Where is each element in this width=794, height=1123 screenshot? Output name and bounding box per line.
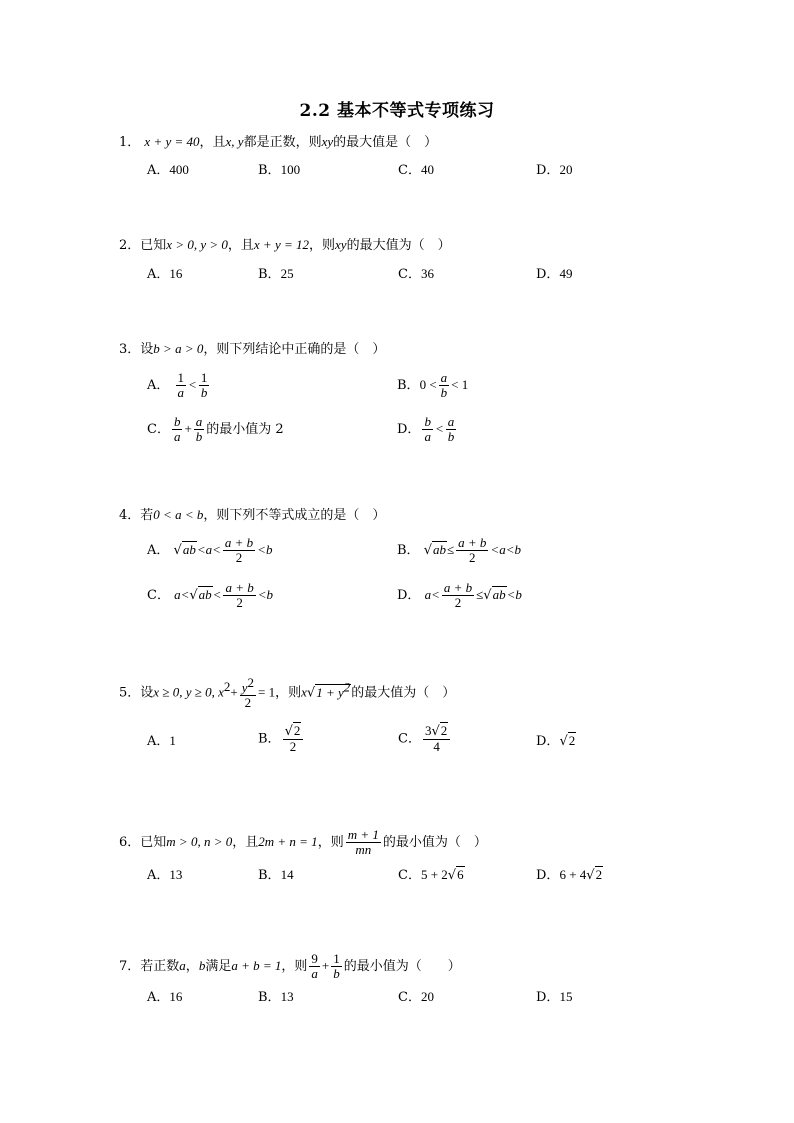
math-expr: x, y (225, 134, 244, 149)
option-d: D．49 (536, 266, 573, 282)
option-a: A．1 (147, 733, 176, 749)
option-c: C． $\frac{b}{a}$ + $\frac{a}{b}$ 的最小值为 2 (147, 414, 284, 444)
option-a: A． $\frac{1}{a}$ < $\frac{1}{b}$ (147, 370, 208, 400)
option-c: C．36 (398, 266, 434, 282)
stem-text: 的最大值是（ ） (333, 135, 438, 150)
option-d: D．√2 (536, 733, 576, 749)
question-number: 6． (119, 835, 141, 850)
option-d: D． a< $\frac{a + b}{2}$ ≤√ab<b (397, 580, 522, 610)
question-number: 2． (119, 238, 141, 253)
page-title: 2.2 基本不等式专项练习 (299, 101, 495, 121)
question-5: 5．设x ≥ 0, y ≥ 0, $x^2+$ $\frac{y^2}{2}$ = 1，则$x√1 + y^2$的最大值为（ ） (119, 675, 456, 710)
option-a: A．400 (147, 162, 189, 178)
question-4: 4．若0 < a < b，则下列不等式成立的是（ ） (119, 507, 386, 523)
math-expr: x + y = 40 (144, 134, 200, 149)
option-b: B． √ab≤ $\frac{a + b}{2}$ <a<b (397, 535, 521, 565)
question-2: 2．已知x > 0, y > 0，且x + y = 12，则xy的最大值为（ ） (119, 237, 451, 253)
question-number: 4． (119, 508, 141, 523)
option-c: C． a<√ab< $\frac{a + b}{2}$ <b (147, 580, 274, 610)
question-number: 1． (119, 135, 141, 150)
question-number: 5． (119, 685, 141, 701)
option-a: A．16 (147, 266, 183, 282)
option-b: B．14 (258, 867, 294, 883)
math-expr: xy (321, 134, 334, 149)
option-d: D．6 + 4√2 (536, 867, 603, 883)
stem-text: ，且 (199, 135, 226, 150)
question-7: 7．若正数a，b满足a + b = 1，则 $\frac{9}{a}$ + $\frac{1}{b}$ 的最小值为（ ） (119, 951, 461, 981)
question-3: 3．设b > a > 0，则下列结论中正确的是（ ） (119, 341, 386, 357)
option-b: B．25 (258, 266, 294, 282)
option-b: B．13 (258, 989, 294, 1005)
option-d: D． $\frac{b}{a}$ < $\frac{a}{b}$ (397, 414, 455, 444)
question-number: 3． (119, 342, 141, 357)
option-d: D．15 (536, 989, 573, 1005)
option-c: C．20 (398, 989, 434, 1005)
option-b: B．100 (258, 162, 301, 178)
question-6: 6．已知m > 0, n > 0，且2m + n = 1，则 $\frac{m + 1}{mn}$ 的最小值为（ ） (119, 827, 487, 857)
option-a: A．13 (147, 867, 183, 883)
option-a: A． √ab<a< $\frac{a + b}{2}$ <b (147, 535, 273, 565)
option-c: C．5 + 2√6 (398, 867, 464, 883)
question-number: 7． (119, 959, 141, 974)
option-a: A．16 (147, 989, 183, 1005)
stem-text: 都是正数，则 (243, 135, 322, 150)
option-b: B． $\frac{√2}{2}$ (258, 724, 305, 754)
option-c: C． $\frac{3√2}{4}$ (398, 724, 452, 754)
option-c: C．40 (398, 162, 434, 178)
option-d: D．20 (536, 162, 573, 178)
question-1 (119, 134, 437, 151)
option-b: B．0 < $\frac{a}{b}$ < 1 (397, 370, 469, 400)
